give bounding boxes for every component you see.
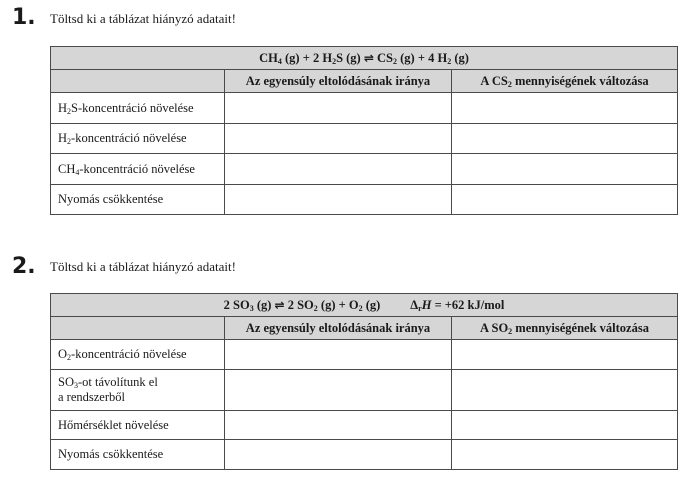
- row-label-text: a rendszerből: [58, 390, 125, 404]
- reaction-subscript: 2: [332, 56, 337, 66]
- row-label-subscript: 2: [67, 106, 72, 116]
- reaction-text: (g) + O: [317, 297, 359, 312]
- answer-cell-change[interactable]: [452, 154, 678, 185]
- equilibrium-arrow-icon: ⇌: [274, 297, 285, 312]
- task-1-header-blank: [51, 70, 225, 93]
- enthalpy-value: = +62 kJ/mol: [431, 297, 505, 312]
- row-label-text: SO: [58, 375, 74, 389]
- answer-cell-change[interactable]: [452, 440, 678, 470]
- task-1-header-row: [51, 70, 678, 93]
- table-row: [51, 440, 678, 470]
- reaction-subscript: 2: [447, 56, 452, 66]
- table-row: [51, 93, 678, 124]
- task-2-header-direction: Az egyensúly eltolódásának iránya: [225, 317, 452, 340]
- reaction-text: (g) + 2 H: [281, 50, 333, 65]
- row-label: [51, 411, 225, 440]
- task-1-reaction: [51, 47, 678, 70]
- task-2-reaction: [51, 294, 678, 317]
- header-text: mennyiségének változása: [511, 73, 649, 88]
- row-label: [51, 124, 225, 154]
- row-label-text: Nyomás csökkentése: [58, 447, 164, 461]
- row-label: [51, 340, 225, 370]
- reaction-text: CH: [259, 50, 278, 65]
- reaction-text: S (g): [336, 50, 364, 65]
- answer-cell-direction[interactable]: [225, 370, 452, 411]
- answer-cell-change[interactable]: [452, 124, 678, 154]
- row-label-text: S-koncentráció növelése: [71, 100, 194, 115]
- answer-cell-direction[interactable]: [225, 154, 452, 185]
- header-text: A SO: [480, 320, 509, 335]
- table-row: [51, 124, 678, 154]
- row-label-text: H: [58, 131, 68, 145]
- row-label: [51, 93, 225, 124]
- reaction-subscript: 2: [393, 56, 398, 66]
- enthalpy-subscript: r: [418, 303, 422, 313]
- row-label: [51, 370, 225, 411]
- task-2-reaction-row: [51, 294, 678, 317]
- row-label-text: -ot távolítunk el: [77, 375, 158, 389]
- table-row: [51, 370, 678, 411]
- reaction-text: 2 SO: [284, 297, 314, 312]
- header-subscript: 2: [508, 326, 513, 336]
- header-subscript: 2: [507, 79, 512, 89]
- row-label: [51, 185, 225, 215]
- header-text: mennyiségének változása: [512, 320, 649, 335]
- row-label-text: -koncentráció növelése: [71, 347, 187, 361]
- answer-cell-change[interactable]: [452, 370, 678, 411]
- answer-cell-direction[interactable]: [225, 411, 452, 440]
- row-label-subscript: 4: [75, 167, 80, 177]
- reaction-text: CS: [373, 50, 394, 65]
- row-label-text: -koncentráció növelése: [71, 131, 187, 145]
- answer-cell-direction[interactable]: [225, 185, 452, 215]
- task-2-number: 2.: [12, 254, 36, 279]
- row-label-text: CH: [58, 161, 76, 176]
- enthalpy-delta: Δ: [410, 297, 419, 312]
- row-label-text: -koncentráció növelése: [79, 161, 195, 176]
- reaction-subscript: 2: [313, 303, 318, 313]
- task-1-instruction: Töltsd ki a táblázat hiányzó adatait!: [50, 11, 236, 26]
- task-1-header-direction: Az egyensúly eltolódásának iránya: [225, 70, 452, 93]
- table-row: [51, 154, 678, 185]
- table-row: [51, 411, 678, 440]
- enthalpy-symbol: H: [421, 297, 432, 312]
- row-label-text: H: [58, 100, 68, 115]
- answer-cell-change[interactable]: [452, 411, 678, 440]
- reaction-enthalpy: [410, 298, 504, 312]
- answer-cell-direction[interactable]: [225, 340, 452, 370]
- answer-cell-change[interactable]: [452, 185, 678, 215]
- reaction-text: (g): [253, 297, 275, 312]
- answer-cell-direction[interactable]: [225, 440, 452, 470]
- task-1-number: 1.: [12, 5, 36, 30]
- table-row: [51, 185, 678, 215]
- row-label-text: Hőmérséklet növelése: [58, 417, 169, 432]
- row-label-subscript: 2: [67, 137, 72, 146]
- task-1-reaction-row: [51, 47, 678, 70]
- row-label-subscript: 3: [73, 381, 78, 390]
- task-2-instruction: Töltsd ki a táblázat hiányzó adatait!: [50, 259, 236, 274]
- answer-cell-change[interactable]: [452, 340, 678, 370]
- task-1-header-change: [452, 70, 678, 93]
- reaction-text: 2 SO: [223, 297, 250, 312]
- task-2-header-row: [51, 317, 678, 340]
- table-row: [51, 340, 678, 370]
- answer-cell-direction[interactable]: [225, 124, 452, 154]
- reaction-text: (g) + 4 H: [397, 50, 448, 65]
- reaction-text: (g): [451, 50, 469, 65]
- header-text: A CS: [480, 73, 508, 88]
- task-1-table: [50, 46, 678, 215]
- answer-cell-direction[interactable]: [225, 93, 452, 124]
- row-label: [51, 440, 225, 470]
- task-2-table: [50, 293, 678, 470]
- answer-cell-change[interactable]: [452, 93, 678, 124]
- reaction-subscript: 3: [249, 303, 254, 313]
- row-label-text: O: [58, 347, 68, 361]
- task-2-header-change: [452, 317, 678, 340]
- row-label-text: Nyomás csökkentése: [58, 192, 164, 206]
- reaction-subscript: 4: [277, 56, 282, 66]
- reaction-subscript: 2: [358, 303, 363, 313]
- row-label-subscript: 2: [67, 353, 72, 362]
- row-label: [51, 154, 225, 185]
- task-2-header-blank: [51, 317, 225, 340]
- reaction-text: (g): [362, 297, 381, 312]
- equilibrium-arrow-icon: ⇌: [363, 50, 374, 65]
